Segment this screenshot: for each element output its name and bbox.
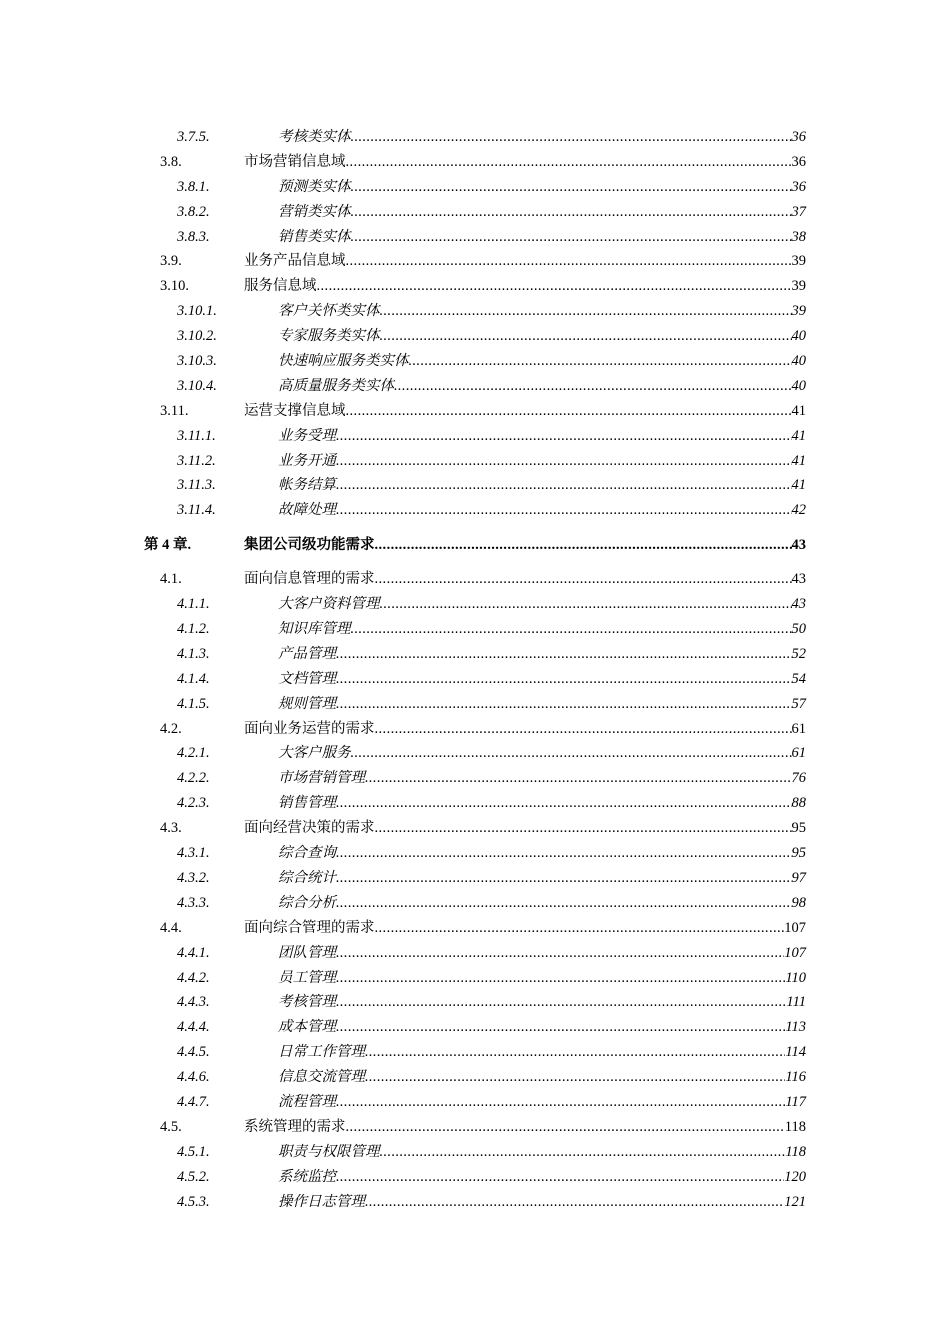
toc-entry-line: [244, 717, 806, 742]
toc-entry-page-number: 43: [791, 537, 806, 554]
toc-entry-line: [278, 766, 806, 791]
toc-entry-number: 4.5.1.: [177, 1143, 210, 1160]
dot-leader: [351, 200, 792, 225]
toc-entry-line: [278, 125, 806, 150]
toc-entry-page-number: 40: [791, 328, 806, 345]
toc-entry-title: 帐务结算: [278, 477, 336, 494]
toc-entry-number: 3.11.: [160, 402, 189, 419]
toc-entry-line: [244, 567, 806, 592]
toc-entry-line: [278, 324, 806, 349]
toc-entry-number: 3.11.3.: [177, 477, 216, 494]
dot-leader: [336, 966, 785, 991]
dot-leader: [317, 274, 792, 299]
toc-entry-line: [278, 175, 806, 200]
toc-entry-line: [244, 150, 806, 175]
toc-entry-page-number: 39: [791, 278, 806, 295]
toc-entry-page-number: 40: [791, 377, 806, 394]
dot-leader: [336, 692, 792, 717]
toc-entry-line: [278, 374, 806, 399]
dot-leader: [336, 866, 792, 891]
toc-entry[interactable]: [0, 299, 950, 324]
toc-entry-number: 3.9.: [160, 253, 182, 270]
toc-entry[interactable]: [0, 1115, 950, 1140]
toc-entry[interactable]: [0, 941, 950, 966]
toc-entry-line: [244, 249, 806, 274]
toc-entry-page-number: 43: [791, 596, 806, 613]
dot-leader: [336, 449, 792, 474]
toc-entry-page-number: 113: [785, 1019, 806, 1036]
toc-entry-number: 4.5.3.: [177, 1193, 210, 1210]
toc-entry[interactable]: [0, 200, 950, 225]
toc-entry-page-number: 54: [791, 670, 806, 687]
toc-entry-page-number: 107: [784, 919, 806, 936]
toc-entry-title: 文档管理: [278, 670, 336, 687]
toc-entry-line: [278, 349, 806, 374]
toc-entry[interactable]: [0, 274, 950, 299]
toc-entry-title: 专家服务类实体: [278, 328, 380, 345]
toc-entry[interactable]: [0, 1140, 950, 1165]
toc-entry-title: 产品管理: [278, 645, 336, 662]
toc-entry-number: 4.1.5.: [177, 695, 210, 712]
toc-entry-number: 3.8.1.: [177, 178, 210, 195]
toc-entry-number: 3.7.5.: [177, 129, 210, 145]
dot-leader: [365, 1065, 785, 1090]
table-of-contents: [0, 125, 950, 1214]
toc-entry-page-number: 107: [784, 944, 806, 961]
toc-entry-line: [278, 225, 806, 250]
toc-entry-page-number: 37: [791, 203, 806, 220]
toc-entry-title: 综合分析: [278, 894, 336, 911]
toc-entry-page-number: 95: [791, 820, 806, 837]
dot-leader: [346, 249, 792, 274]
toc-entry-number: 4.1.2.: [177, 621, 210, 638]
toc-entry-number: 4.1.: [160, 571, 182, 588]
toc-entry-number: 4.3.1.: [177, 845, 210, 862]
toc-entry-number: 4.4.: [160, 919, 182, 936]
toc-entry-page-number: 120: [784, 1168, 806, 1185]
toc-entry-line: [278, 1165, 806, 1190]
toc-entry-line: [278, 966, 806, 991]
toc-entry-page-number: 38: [791, 228, 806, 245]
toc-entry-line: [278, 299, 806, 324]
toc-entry-line: [278, 692, 806, 717]
toc-entry-page-number: 118: [784, 1118, 806, 1135]
toc-entry-page-number: 39: [791, 303, 806, 320]
toc-entry-line: [244, 1115, 806, 1140]
toc-entry[interactable]: [0, 1165, 950, 1190]
toc-entry-line: [278, 424, 806, 449]
toc-entry-page-number: 118: [785, 1143, 806, 1160]
dot-leader: [346, 399, 792, 424]
toc-entry-line: [278, 1190, 806, 1215]
toc-entry-line: [244, 274, 806, 299]
toc-entry-title: 面向经营决策的需求: [244, 820, 375, 837]
toc-entry-title: 团队管理: [278, 944, 336, 961]
toc-entry-number: 3.8.2.: [177, 203, 210, 220]
toc-entry-number: 4.1.4.: [177, 670, 210, 687]
toc-entry-page-number: 50: [791, 621, 806, 638]
toc-entry-line: [278, 449, 806, 474]
toc-chapter-entry[interactable]: [0, 528, 950, 562]
toc-entry-title: 综合查询: [278, 845, 336, 862]
toc-entry-number: 3.8.: [160, 153, 182, 170]
toc-entry-line: [278, 642, 806, 667]
toc-entry-page-number: 61: [791, 720, 806, 737]
toc-entry-line: [278, 1065, 806, 1090]
dot-leader: [346, 150, 792, 175]
toc-entry[interactable]: [0, 617, 950, 642]
toc-entry-line: [278, 941, 806, 966]
toc-entry-number: 4.1.1.: [177, 596, 210, 613]
toc-entry[interactable]: [0, 916, 950, 941]
toc-entry-line: [244, 816, 806, 841]
dot-leader: [375, 528, 792, 562]
toc-entry-title: 知识库管理: [278, 621, 351, 638]
dot-leader: [336, 667, 792, 692]
toc-entry-number: 4.4.5.: [177, 1044, 210, 1061]
toc-entry[interactable]: [0, 249, 950, 274]
toc-entry-title: 快速响应服务类实体: [278, 353, 409, 370]
toc-entry[interactable]: [0, 1190, 950, 1215]
toc-entry-page-number: 111: [786, 994, 806, 1011]
toc-entry-line: [278, 473, 806, 498]
toc-entry-number: 3.11.4.: [177, 502, 216, 519]
toc-entry-title: 日常工作管理: [278, 1044, 365, 1061]
toc-entry[interactable]: [0, 324, 950, 349]
toc-entry-title: 服务信息域: [244, 278, 317, 295]
toc-entry[interactable]: [0, 766, 950, 791]
toc-entry[interactable]: [0, 424, 950, 449]
toc-entry-title: 考核类实体: [278, 129, 351, 145]
dot-leader: [336, 1015, 785, 1040]
toc-entry[interactable]: [0, 692, 950, 717]
toc-entry-page-number: 36: [791, 129, 806, 145]
toc-entry-line: [278, 498, 806, 523]
dot-leader: [365, 766, 792, 791]
dot-leader: [380, 324, 792, 349]
toc-entry-page-number: 41: [791, 427, 806, 444]
toc-entry-title: 系统监控: [278, 1168, 336, 1185]
toc-entry-page-number: 36: [791, 178, 806, 195]
toc-entry-title: 大客户服务: [278, 745, 351, 762]
dot-leader: [375, 567, 792, 592]
toc-entry[interactable]: [0, 399, 950, 424]
toc-entry-title: 面向业务运营的需求: [244, 720, 375, 737]
dot-leader: [336, 424, 792, 449]
toc-entry-title: 市场营销管理: [278, 770, 365, 787]
toc-entry-number: 4.3.2.: [177, 869, 210, 886]
toc-entry-line: [278, 866, 806, 891]
toc-entry-title: 预测类实体: [278, 178, 351, 195]
toc-entry-number: 第 4 章.: [144, 537, 192, 554]
toc-entry-line: [278, 617, 806, 642]
toc-entry-title: 员工管理: [278, 969, 336, 986]
toc-entry[interactable]: [0, 990, 950, 1015]
toc-entry[interactable]: [0, 717, 950, 742]
toc-entry-page-number: 39: [791, 253, 806, 270]
toc-entry-line: [278, 791, 806, 816]
toc-entry-line: [278, 592, 806, 617]
toc-entry[interactable]: [0, 449, 950, 474]
dot-leader: [365, 1190, 784, 1215]
toc-entry-page-number: 41: [791, 402, 806, 419]
toc-entry-title: 系统管理的需求: [244, 1118, 346, 1135]
toc-entry-title: 信息交流管理: [278, 1069, 365, 1086]
toc-entry-number: 4.1.3.: [177, 645, 210, 662]
dot-leader: [380, 592, 792, 617]
dot-leader: [336, 498, 792, 523]
toc-entry-line: [278, 741, 806, 766]
toc-entry-line: [278, 1090, 806, 1115]
toc-entry[interactable]: [0, 891, 950, 916]
toc-entry[interactable]: [0, 741, 950, 766]
toc-entry-page-number: 97: [791, 869, 806, 886]
toc-entry-title: 业务产品信息域: [244, 253, 346, 270]
chapter-block: [0, 523, 950, 567]
toc-entry-page-number: 36: [791, 153, 806, 170]
dot-leader: [336, 1165, 784, 1190]
dot-leader: [380, 299, 792, 324]
toc-entry[interactable]: [0, 225, 950, 250]
toc-entry[interactable]: [0, 349, 950, 374]
toc-entry-line: [278, 1040, 806, 1065]
toc-entry[interactable]: [0, 567, 950, 592]
toc-entry-title: 操作日志管理: [278, 1193, 365, 1210]
toc-entry-number: 4.5.2.: [177, 1168, 210, 1185]
toc-entry-number: 4.2.1.: [177, 745, 210, 762]
toc-entry-page-number: 116: [785, 1069, 806, 1086]
toc-entry-title: 成本管理: [278, 1019, 336, 1036]
toc-entry-number: 3.10.4.: [177, 377, 217, 394]
toc-entry-page-number: 114: [785, 1044, 806, 1061]
toc-entry-title: 集团公司级功能需求: [244, 537, 375, 554]
toc-entry-title: 大客户资料管理: [278, 596, 380, 613]
toc-entry-title: 业务受理: [278, 427, 336, 444]
dot-leader: [336, 990, 786, 1015]
toc-entry[interactable]: [0, 841, 950, 866]
toc-entry-title: 故障处理: [278, 502, 336, 519]
toc-entry-title: 高质量服务类实体: [278, 377, 394, 394]
toc-entry-line: [278, 990, 806, 1015]
toc-entry-number: 4.3.: [160, 820, 182, 837]
dot-leader: [336, 841, 792, 866]
toc-entry-page-number: 41: [791, 452, 806, 469]
toc-entry-number: 4.2.3.: [177, 795, 210, 812]
dot-leader: [409, 349, 792, 374]
toc-entry-number: 3.10.3.: [177, 353, 217, 370]
toc-entry-line: [278, 1015, 806, 1040]
dot-leader: [375, 916, 785, 941]
toc-entry-number: 4.5.: [160, 1118, 182, 1135]
toc-entry-title: 面向综合管理的需求: [244, 919, 375, 936]
toc-entry-line: [278, 200, 806, 225]
toc-entry-number: 4.4.6.: [177, 1069, 210, 1086]
toc-entry-number: 3.11.2.: [177, 452, 216, 469]
toc-entry-title: 销售类实体: [278, 228, 351, 245]
toc-entry-page-number: 41: [791, 477, 806, 494]
toc-entry[interactable]: [0, 1065, 950, 1090]
toc-entry-number: 3.10.: [160, 278, 189, 295]
toc-entry-page-number: 121: [784, 1193, 806, 1210]
toc-entry-title: 业务开通: [278, 452, 336, 469]
dot-leader: [336, 941, 784, 966]
toc-entry-number: 4.4.1.: [177, 944, 210, 961]
toc-entry-title: 销售管理: [278, 795, 336, 812]
dot-leader: [336, 642, 792, 667]
toc-entry-title: 运营支撑信息域: [244, 402, 346, 419]
toc-entry-title: 职责与权限管理: [278, 1143, 380, 1160]
toc-entry-number: 3.11.1.: [177, 427, 216, 444]
toc-entry[interactable]: [0, 1090, 950, 1115]
toc-entry-page-number: 76: [791, 770, 806, 787]
toc-entry-line: [244, 528, 806, 562]
toc-entry-number: 4.4.4.: [177, 1019, 210, 1036]
dot-leader: [365, 1040, 785, 1065]
toc-entry[interactable]: [0, 125, 950, 150]
toc-entry[interactable]: [0, 642, 950, 667]
toc-entry-page-number: 40: [791, 353, 806, 370]
toc-entry-title: 规则管理: [278, 695, 336, 712]
toc-entry-line: [278, 891, 806, 916]
dot-leader: [351, 175, 792, 200]
toc-entry[interactable]: [0, 150, 950, 175]
dot-leader: [336, 1090, 785, 1115]
toc-entry-page-number: 98: [791, 894, 806, 911]
toc-entry-line: [278, 841, 806, 866]
toc-entry-number: 4.4.3.: [177, 994, 210, 1011]
toc-entry[interactable]: [0, 592, 950, 617]
dot-leader: [394, 374, 792, 399]
toc-entry-number: 4.4.7.: [177, 1093, 210, 1110]
toc-entry-number: 3.10.2.: [177, 328, 217, 345]
toc-entry-page-number: 42: [791, 502, 806, 519]
toc-entry-page-number: 117: [785, 1093, 806, 1110]
dot-leader: [351, 225, 792, 250]
dot-leader: [375, 816, 792, 841]
dot-leader: [346, 1115, 785, 1140]
dot-leader: [336, 473, 792, 498]
toc-entry[interactable]: [0, 866, 950, 891]
dot-leader: [336, 791, 792, 816]
toc-entry-number: 3.10.1.: [177, 303, 217, 320]
toc-entry[interactable]: [0, 1015, 950, 1040]
toc-entry[interactable]: [0, 175, 950, 200]
toc-entry-page-number: 43: [791, 571, 806, 588]
toc-entry[interactable]: [0, 1040, 950, 1065]
toc-entry[interactable]: [0, 966, 950, 991]
toc-entry-title: 营销类实体: [278, 203, 351, 220]
toc-entry-number: 4.2.: [160, 720, 182, 737]
toc-entry-number: 3.8.3.: [177, 228, 210, 245]
toc-entry[interactable]: [0, 667, 950, 692]
toc-entry[interactable]: [0, 816, 950, 841]
toc-entry-line: [278, 667, 806, 692]
toc-entry-number: 4.4.2.: [177, 969, 210, 986]
dot-leader: [351, 125, 792, 150]
dot-leader: [351, 741, 792, 766]
toc-entry-page-number: 110: [785, 969, 806, 986]
toc-entry[interactable]: [0, 791, 950, 816]
toc-entry-page-number: 52: [791, 645, 806, 662]
toc-entry-title: 流程管理: [278, 1093, 336, 1110]
toc-entry-line: [278, 1140, 806, 1165]
toc-entry-page-number: 95: [791, 845, 806, 862]
toc-entry-title: 面向信息管理的需求: [244, 571, 375, 588]
toc-entry[interactable]: [0, 498, 950, 523]
toc-entry-title: 考核管理: [278, 994, 336, 1011]
toc-entry[interactable]: [0, 374, 950, 399]
toc-entry-title: 市场营销信息域: [244, 153, 346, 170]
toc-entry-page-number: 57: [791, 695, 806, 712]
toc-entry-page-number: 61: [791, 745, 806, 762]
toc-entry-number: 4.2.2.: [177, 770, 210, 787]
dot-leader: [380, 1140, 786, 1165]
toc-entry-title: 客户关怀类实体: [278, 303, 380, 320]
toc-entry-line: [244, 916, 806, 941]
toc-entry-page-number: 88: [791, 795, 806, 812]
toc-entry-number: 4.3.3.: [177, 894, 210, 911]
dot-leader: [351, 617, 792, 642]
dot-leader: [336, 891, 792, 916]
toc-entry[interactable]: [0, 473, 950, 498]
dot-leader: [375, 717, 792, 742]
toc-entry-title: 综合统计: [278, 869, 336, 886]
toc-entry-line: [244, 399, 806, 424]
